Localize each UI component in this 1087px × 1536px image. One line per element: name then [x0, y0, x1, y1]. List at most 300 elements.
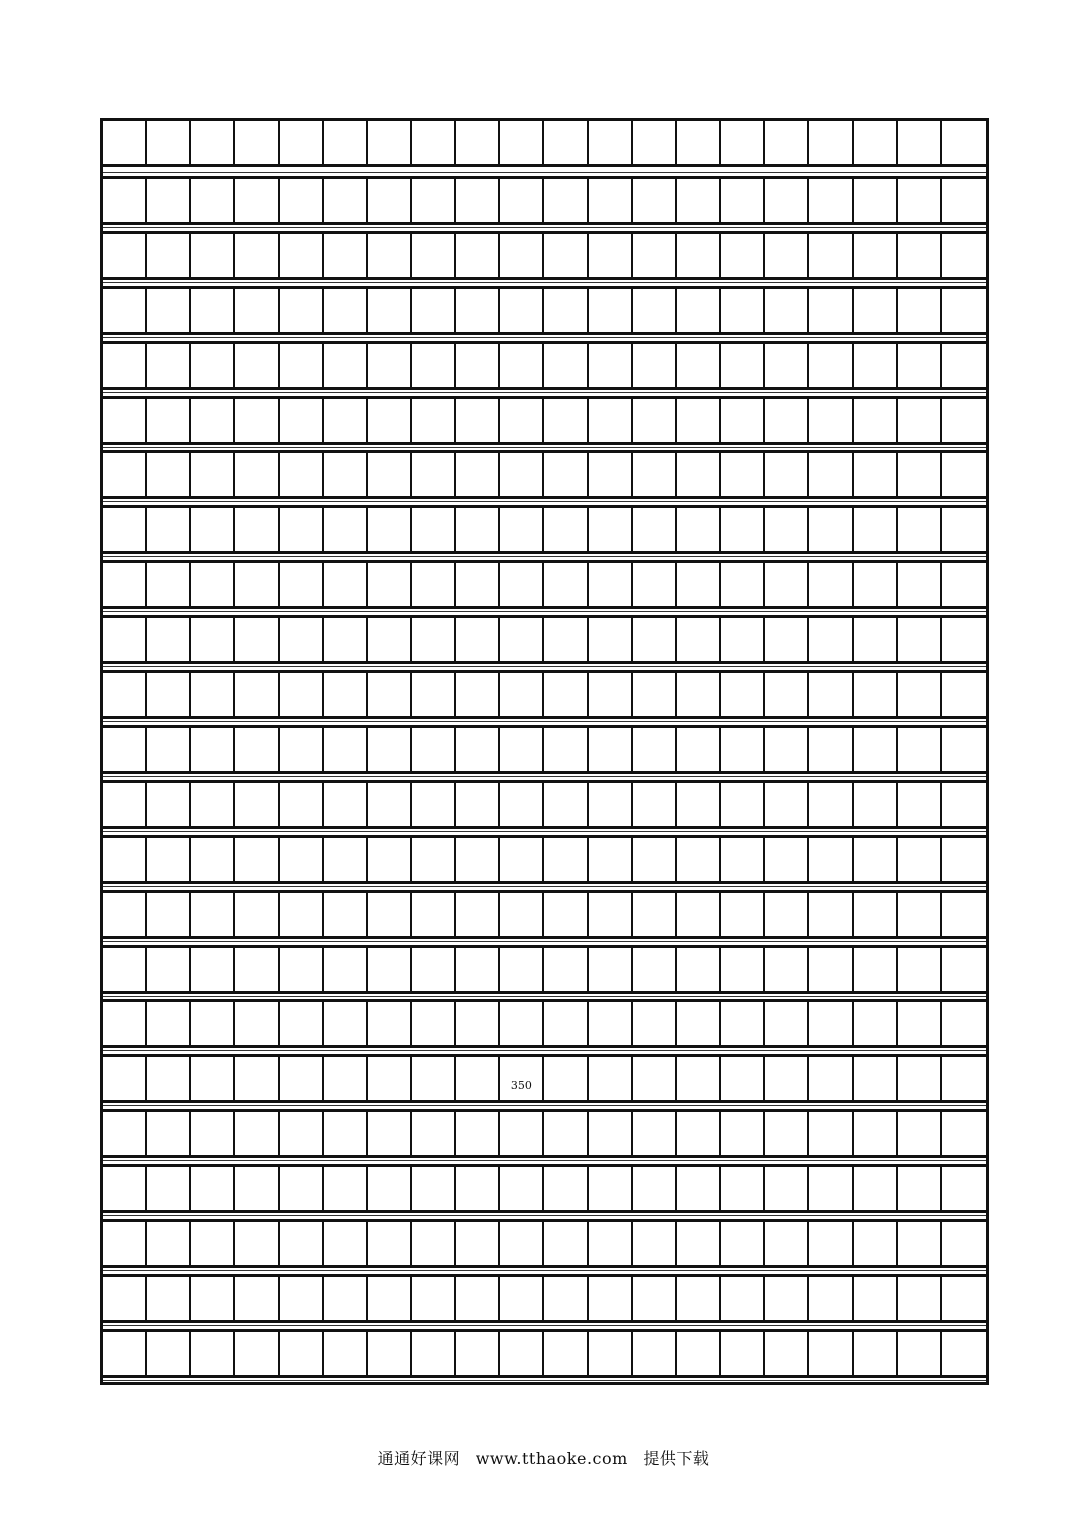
grid-cell	[589, 948, 633, 991]
grid-cell	[103, 948, 147, 991]
grid-cell	[500, 838, 544, 881]
grid-cell	[280, 289, 324, 332]
grid-cell	[898, 289, 942, 332]
grid-row	[103, 121, 986, 167]
grid-cell	[280, 948, 324, 991]
grid-cell	[765, 344, 809, 387]
grid-cell	[235, 618, 279, 661]
grid-cell	[677, 1332, 721, 1375]
grid-cell	[500, 1222, 544, 1265]
grid-cell	[456, 121, 500, 164]
grid-cell	[809, 1332, 853, 1375]
grid-cell	[898, 1057, 942, 1100]
grid-cell	[280, 179, 324, 222]
grid-cell	[456, 1167, 500, 1210]
grid-cell	[677, 618, 721, 661]
grid-cell	[765, 783, 809, 826]
grid-cell	[412, 618, 456, 661]
grid-cell	[809, 1002, 853, 1045]
grid-cell	[854, 673, 898, 716]
grid-cell	[589, 453, 633, 496]
grid-row	[103, 286, 986, 335]
grid-cell	[456, 783, 500, 826]
grid-cell	[456, 838, 500, 881]
grid-cell	[898, 838, 942, 881]
grid-cell	[589, 508, 633, 551]
grid-cell	[765, 1057, 809, 1100]
grid-cell	[677, 453, 721, 496]
row-gap-line	[103, 1160, 986, 1161]
grid-cell	[191, 234, 235, 277]
grid-cell	[324, 234, 368, 277]
grid-cell	[368, 1112, 412, 1155]
grid-cell	[456, 1002, 500, 1045]
grid-cell	[103, 234, 147, 277]
grid-cell	[191, 1167, 235, 1210]
grid-cell	[500, 783, 544, 826]
grid-cell	[633, 618, 677, 661]
grid-cell	[324, 1277, 368, 1320]
grid-cell	[765, 1112, 809, 1155]
grid-cell	[235, 838, 279, 881]
grid-cell	[809, 289, 853, 332]
grid-cell	[545, 948, 589, 991]
grid-cell	[898, 1332, 942, 1375]
grid-cell	[191, 673, 235, 716]
grid-cell	[633, 179, 677, 222]
grid-cell	[765, 508, 809, 551]
grid-cell	[368, 508, 412, 551]
grid-row	[103, 176, 986, 225]
grid-cell	[147, 563, 191, 606]
grid-cell	[545, 728, 589, 771]
grid-cell	[942, 1277, 986, 1320]
grid-cell	[809, 453, 853, 496]
grid-cell	[147, 453, 191, 496]
grid-cell	[412, 344, 456, 387]
row-gap-line	[103, 721, 986, 722]
grid-cell	[721, 783, 765, 826]
grid-cell	[280, 728, 324, 771]
grid-cell	[854, 948, 898, 991]
grid-row	[103, 999, 986, 1048]
grid-cell	[809, 121, 853, 164]
grid-cell	[412, 673, 456, 716]
grid-row	[103, 725, 986, 774]
grid-cell	[721, 1167, 765, 1210]
grid-cell	[677, 728, 721, 771]
grid-cell	[500, 121, 544, 164]
grid-cell	[147, 344, 191, 387]
grid-cell	[942, 1112, 986, 1155]
grid-cell	[324, 344, 368, 387]
grid-cell	[898, 508, 942, 551]
grid-cell	[235, 673, 279, 716]
grid-cell	[500, 399, 544, 442]
grid-cell	[589, 673, 633, 716]
grid-cell	[280, 783, 324, 826]
grid-cell	[456, 1332, 500, 1375]
grid-cell	[456, 728, 500, 771]
grid-cell	[103, 673, 147, 716]
grid-cell	[235, 783, 279, 826]
grid-cell	[633, 948, 677, 991]
grid-cell	[677, 893, 721, 936]
grid-cell	[898, 399, 942, 442]
grid-row	[103, 450, 986, 499]
grid-cell	[368, 1002, 412, 1045]
grid-cell	[324, 838, 368, 881]
grid-cell	[235, 1112, 279, 1155]
grid-cell	[633, 563, 677, 606]
grid-cell	[545, 1167, 589, 1210]
grid-cell	[898, 344, 942, 387]
grid-cell	[147, 948, 191, 991]
grid-cell	[456, 948, 500, 991]
grid-cell	[589, 783, 633, 826]
grid-cell	[545, 1277, 589, 1320]
grid-cell	[368, 1057, 412, 1100]
grid-cell	[765, 234, 809, 277]
grid-row	[103, 505, 986, 554]
grid-cell	[103, 1112, 147, 1155]
row-gap-line	[103, 831, 986, 832]
grid-row	[103, 835, 986, 884]
grid-cell	[545, 344, 589, 387]
grid-cell	[854, 783, 898, 826]
grid-cell	[854, 1057, 898, 1100]
grid-cell	[721, 453, 765, 496]
grid-cell	[456, 508, 500, 551]
grid-cell	[809, 1057, 853, 1100]
grid-cell	[324, 728, 368, 771]
grid-cell	[589, 1332, 633, 1375]
grid-cell	[324, 179, 368, 222]
grid-cell	[235, 1002, 279, 1045]
grid-cell	[368, 838, 412, 881]
grid-cell	[721, 728, 765, 771]
grid-cell	[147, 399, 191, 442]
grid-cell	[942, 121, 986, 164]
grid-cell	[721, 234, 765, 277]
grid-cell	[191, 618, 235, 661]
footer-site-name: 通通好课网	[377, 1449, 461, 1468]
grid-cell	[809, 948, 853, 991]
grid-cell	[633, 1167, 677, 1210]
grid-cell	[809, 563, 853, 606]
grid-cell	[368, 783, 412, 826]
grid-cell	[103, 1222, 147, 1265]
grid-cell	[765, 1277, 809, 1320]
grid-cell	[721, 948, 765, 991]
grid-cell	[942, 234, 986, 277]
grid-row	[103, 890, 986, 939]
grid-cell	[589, 1057, 633, 1100]
grid-cell	[103, 783, 147, 826]
grid-cell	[191, 563, 235, 606]
grid-cell	[677, 1277, 721, 1320]
grid-cell	[589, 289, 633, 332]
grid-cell	[235, 399, 279, 442]
grid-cell	[854, 728, 898, 771]
grid-row	[103, 1219, 986, 1268]
grid-cell	[854, 893, 898, 936]
grid-cell	[854, 1332, 898, 1375]
grid-cell	[235, 121, 279, 164]
grid-cell	[412, 399, 456, 442]
footer-note: 提供下载	[643, 1449, 710, 1468]
grid-cell	[103, 289, 147, 332]
grid-cell	[368, 399, 412, 442]
grid-cell	[191, 1112, 235, 1155]
grid-cell	[191, 948, 235, 991]
grid-cell	[942, 673, 986, 716]
grid-cell	[721, 893, 765, 936]
grid-cell	[456, 673, 500, 716]
grid-cell	[545, 673, 589, 716]
row-gap-line	[103, 611, 986, 612]
word-count-marker: 350	[510, 1079, 532, 1093]
grid-cell	[633, 1222, 677, 1265]
grid-cell	[633, 728, 677, 771]
row-gap-line	[103, 392, 986, 393]
grid-cell	[809, 838, 853, 881]
grid-cell	[589, 179, 633, 222]
grid-cell	[898, 1222, 942, 1265]
grid-cell	[103, 453, 147, 496]
grid-cell	[324, 563, 368, 606]
grid-cell	[854, 1002, 898, 1045]
grid-cell	[765, 618, 809, 661]
grid-cell	[721, 673, 765, 716]
footer-url: www.tthaoke.com	[475, 1449, 628, 1468]
grid-cell	[677, 1057, 721, 1100]
grid-cell	[103, 563, 147, 606]
grid-cell	[456, 453, 500, 496]
grid-cell	[456, 289, 500, 332]
grid-cell	[147, 121, 191, 164]
grid-cell	[191, 1002, 235, 1045]
grid-cell	[589, 234, 633, 277]
grid-cell	[412, 508, 456, 551]
grid-cell	[456, 1112, 500, 1155]
grid-cell	[854, 1112, 898, 1155]
grid-cell	[854, 289, 898, 332]
writing-grid	[100, 118, 989, 1385]
grid-cell	[147, 508, 191, 551]
grid-cell	[500, 1277, 544, 1320]
grid-cell	[235, 234, 279, 277]
grid-cell	[898, 1112, 942, 1155]
grid-cell	[677, 673, 721, 716]
grid-cell	[368, 1167, 412, 1210]
grid-cell	[545, 234, 589, 277]
grid-cell	[368, 563, 412, 606]
grid-cell	[942, 344, 986, 387]
grid-cell	[765, 399, 809, 442]
grid-cell	[103, 1057, 147, 1100]
grid-cell	[500, 508, 544, 551]
grid-cell	[235, 1222, 279, 1265]
grid-cell	[589, 121, 633, 164]
grid-cell	[103, 728, 147, 771]
grid-cell	[545, 1002, 589, 1045]
grid-cell	[721, 508, 765, 551]
grid-row	[103, 231, 986, 280]
grid-row	[103, 670, 986, 719]
grid-cell	[280, 399, 324, 442]
grid-cell	[633, 344, 677, 387]
grid-cell	[942, 563, 986, 606]
grid-cell	[589, 1167, 633, 1210]
grid-cell	[191, 838, 235, 881]
grid-row	[103, 1329, 986, 1378]
grid-cell	[324, 783, 368, 826]
grid-cell	[191, 1277, 235, 1320]
grid-cell	[500, 893, 544, 936]
grid-cell	[500, 289, 544, 332]
grid-cell	[147, 1002, 191, 1045]
grid-cell	[765, 893, 809, 936]
grid-cell	[721, 563, 765, 606]
grid-cell	[456, 893, 500, 936]
grid-cell	[412, 1112, 456, 1155]
grid-cell	[633, 1112, 677, 1155]
grid-cell	[324, 121, 368, 164]
grid-cell	[280, 234, 324, 277]
grid-cell	[147, 673, 191, 716]
grid-cell	[368, 673, 412, 716]
grid-cell	[545, 838, 589, 881]
grid-cell	[500, 673, 544, 716]
grid-cell	[147, 1167, 191, 1210]
grid-cell	[898, 673, 942, 716]
grid-cell	[809, 618, 853, 661]
grid-cell	[633, 508, 677, 551]
grid-cell	[324, 1112, 368, 1155]
grid-cell	[235, 948, 279, 991]
grid-cell	[191, 289, 235, 332]
grid-cell	[854, 453, 898, 496]
grid-cell	[280, 1057, 324, 1100]
grid-cell	[147, 1332, 191, 1375]
grid-cell	[280, 673, 324, 716]
grid-cell	[235, 893, 279, 936]
grid-cell	[854, 1222, 898, 1265]
grid-cell	[942, 1222, 986, 1265]
row-gap-line	[103, 666, 986, 667]
grid-cell	[412, 1222, 456, 1265]
grid-cell	[942, 893, 986, 936]
grid-cell	[721, 121, 765, 164]
grid-cell	[545, 893, 589, 936]
grid-cell	[898, 1002, 942, 1045]
grid-cell	[942, 618, 986, 661]
grid-cell	[633, 1332, 677, 1375]
grid-cell	[456, 1277, 500, 1320]
grid-cell	[854, 1277, 898, 1320]
grid-cell	[589, 399, 633, 442]
grid-cell	[545, 1112, 589, 1155]
grid-cell	[235, 344, 279, 387]
grid-cell	[545, 399, 589, 442]
grid-cell	[412, 234, 456, 277]
grid-cell	[589, 1002, 633, 1045]
grid-cell	[545, 783, 589, 826]
grid-cell	[942, 179, 986, 222]
grid-cell	[235, 1277, 279, 1320]
grid-cell	[500, 1002, 544, 1045]
grid-cell	[191, 1222, 235, 1265]
grid-cell	[721, 179, 765, 222]
grid-cell	[677, 121, 721, 164]
grid-cell	[721, 1002, 765, 1045]
grid-cell	[412, 893, 456, 936]
grid-cell	[412, 1167, 456, 1210]
grid-cell	[589, 728, 633, 771]
grid-cell	[942, 1167, 986, 1210]
grid-cell	[545, 289, 589, 332]
grid-cell	[589, 618, 633, 661]
grid-cell	[765, 563, 809, 606]
grid-row	[103, 560, 986, 609]
grid-cell	[280, 1112, 324, 1155]
grid-cell	[191, 1057, 235, 1100]
grid-cell	[765, 1222, 809, 1265]
grid-cell	[324, 673, 368, 716]
grid-cell	[809, 234, 853, 277]
row-gap-line	[103, 941, 986, 942]
grid-cell	[412, 121, 456, 164]
grid-cell	[412, 838, 456, 881]
grid-cell	[456, 344, 500, 387]
grid-cell	[677, 179, 721, 222]
grid-cell	[324, 1002, 368, 1045]
grid-cell	[765, 673, 809, 716]
grid-cell	[324, 1057, 368, 1100]
grid-cell	[191, 728, 235, 771]
grid-cell	[103, 121, 147, 164]
grid-cell	[235, 728, 279, 771]
grid-cell	[280, 893, 324, 936]
grid-cell	[765, 838, 809, 881]
grid-cell	[103, 1332, 147, 1375]
grid-cell	[765, 289, 809, 332]
row-gap-line	[103, 1105, 986, 1106]
grid-cell	[721, 344, 765, 387]
grid-cell	[412, 1332, 456, 1375]
grid-cell	[191, 344, 235, 387]
grid-row	[103, 1054, 986, 1103]
grid-cell	[280, 1332, 324, 1375]
grid-cell	[412, 728, 456, 771]
grid-cell	[545, 1057, 589, 1100]
grid-cell	[809, 893, 853, 936]
grid-cell	[191, 179, 235, 222]
grid-cell	[412, 1002, 456, 1045]
grid-cell	[103, 399, 147, 442]
grid-cell	[456, 234, 500, 277]
grid-cell	[589, 838, 633, 881]
grid-cell	[324, 618, 368, 661]
grid-cell	[324, 508, 368, 551]
grid-cell	[898, 453, 942, 496]
grid-row	[103, 1274, 986, 1323]
grid-cell	[633, 399, 677, 442]
grid-cell	[324, 289, 368, 332]
grid-cell	[677, 399, 721, 442]
grid-cell	[103, 1002, 147, 1045]
